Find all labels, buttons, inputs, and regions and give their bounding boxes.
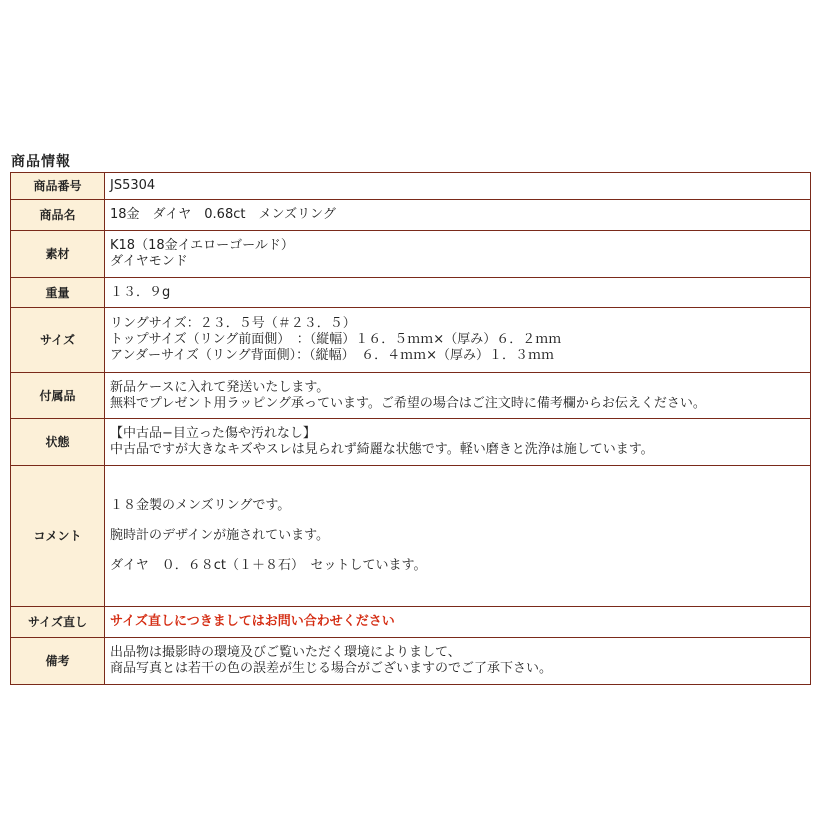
weight-value: １３．９g <box>105 278 811 308</box>
product-code-value: JS5304 <box>105 173 811 200</box>
row-label: 重量 <box>11 278 105 308</box>
accessories-value <box>105 373 811 419</box>
comment-line: １８金製のメンズリングです。 <box>110 498 291 513</box>
comment-spacer <box>110 514 805 528</box>
size-line: トップサイズ（リング前面側） ：（縦幅）１６．５ｍｍ×（厚み）６．２ｍｍ <box>110 332 562 347</box>
table-row-resize <box>11 607 811 638</box>
product-info-table <box>10 172 811 685</box>
row-label: サイズ <box>11 308 105 373</box>
product-name-value: 18金 ダイヤ 0.68ct メンズリング <box>105 200 811 231</box>
accessories-line: 新品ケースに入れて発送いたします。 <box>110 379 330 395</box>
row-label: サイズ直し <box>11 607 105 638</box>
row-label: 商品番号 <box>11 173 105 200</box>
table-row-code <box>11 173 811 200</box>
comment-line: 腕時計のデザインが施されています。 <box>110 528 330 543</box>
table-row-accessories <box>11 373 811 419</box>
condition-line: 中古品ですが大きなキズやスレは見られず綺麗な状態です。軽い磨きと洗浄は施しています。 <box>110 442 654 457</box>
comment-spacer <box>110 544 805 558</box>
row-label: コメント <box>11 466 105 607</box>
condition-value <box>105 419 811 466</box>
size-value <box>105 308 811 373</box>
table-row-condition <box>11 419 811 466</box>
remarks-value <box>105 638 811 685</box>
table-row-name <box>11 200 811 231</box>
comment-value <box>105 466 811 607</box>
size-line: アンダーサイズ（リング背面側）：（縦幅） ６．４ｍｍ×（厚み）１．３ｍｍ <box>110 348 555 363</box>
section-title: 商品情報 <box>11 154 71 170</box>
table-row-remarks <box>11 638 811 685</box>
material-line: ダイヤモンド <box>110 254 188 269</box>
table-row-comment <box>11 466 811 607</box>
row-label: 備考 <box>11 638 105 685</box>
remarks-line: 商品写真とは若干の色の誤差が生じる場合がございますのでご了承下さい。 <box>110 661 553 676</box>
size-line: リングサイズ：２３．５号（＃２３．５） <box>110 316 356 331</box>
condition-line: 【中古品−目立った傷や汚れなし】 <box>110 426 316 441</box>
material-value <box>105 231 811 278</box>
row-label: 商品名 <box>11 200 105 231</box>
resize-value: サイズ直しにつきましてはお問い合わせください <box>105 607 811 638</box>
accessories-line: 無料でプレゼント用ラッピング承っています。ご希望の場合はご注文時に備考欄からお伝えください。 <box>110 395 706 411</box>
remarks-line: 出品物は撮影時の環境及びご覧いただく環境によりまして、 <box>110 645 461 660</box>
row-label: 素材 <box>11 231 105 278</box>
table-row-weight <box>11 278 811 308</box>
material-line: K18（18金イエローゴールド） <box>110 238 294 253</box>
row-label: 状態 <box>11 419 105 466</box>
comment-line: ダイヤ ０．６８ct（１＋８石） セットしています。 <box>110 558 427 573</box>
table-row-size <box>11 308 811 373</box>
row-label: 付属品 <box>11 373 105 419</box>
table-row-material <box>11 231 811 278</box>
